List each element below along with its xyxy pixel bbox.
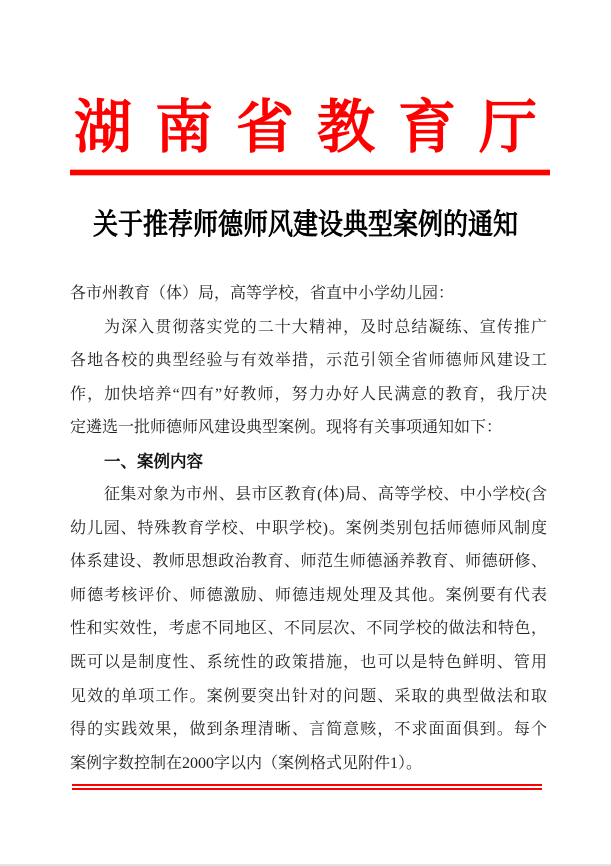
letterhead-agency-name: 湖南省教育厅 xyxy=(74,95,561,160)
section-heading: 一、案例内容 xyxy=(104,451,203,471)
body-line: 为深入贯彻落实党的二十大精神，及时总结凝练、宣传推广 xyxy=(104,318,547,336)
body-line: 各地各校的典型经验与有效举措，示范引领全省师德师风建设工 xyxy=(70,352,547,370)
letterhead-rule xyxy=(70,170,550,175)
body-line: 征集对象为市州、县市区教育(体)局、高等学校、中小学校(含 xyxy=(104,486,547,504)
body-line: 定遴选一批师德师风建设典型案例。现将有关事项通知如下： xyxy=(70,419,503,437)
body-line: 性和实效性，考虑不同地区、不同层次、不同学校的做法和特色， xyxy=(70,620,547,638)
body-line: 案例字数控制在2000字以内（案例格式见附件1）。 xyxy=(70,754,423,772)
document-body xyxy=(70,277,547,780)
body-line: 体系建设、教师思想政治教育、师范生师德涵养教育、师德研修、 xyxy=(70,553,547,571)
body-line: 幼儿园、特殊教育学校、中职学校)。案例类别包括师德师风制度 xyxy=(70,519,547,537)
document-title: 关于推荐师德师风建设典型案例的通知 xyxy=(92,209,518,241)
body-line: 师德考核评价、师德激励、师德违规处理及其他。案例要有代表 xyxy=(70,586,547,604)
body-line: 作，加快培养“四有”好教师，努力办好人民满意的教育，我厅决 xyxy=(70,385,547,403)
body-line: 见效的单项工作。案例要突出针对的问题、采取的典型做法和取 xyxy=(70,687,547,705)
salutation-line: 各市州教育（体）局，高等学校，省直中小学幼儿园： xyxy=(70,285,455,302)
body-line: 既可以是制度性、系统性的政策措施，也可以是特色鲜明、管用 xyxy=(70,654,547,672)
footer-double-rule xyxy=(72,784,542,790)
body-line: 得的实践效果，做到条理清晰、言简意赅，不求面面俱到。每个 xyxy=(70,721,547,739)
